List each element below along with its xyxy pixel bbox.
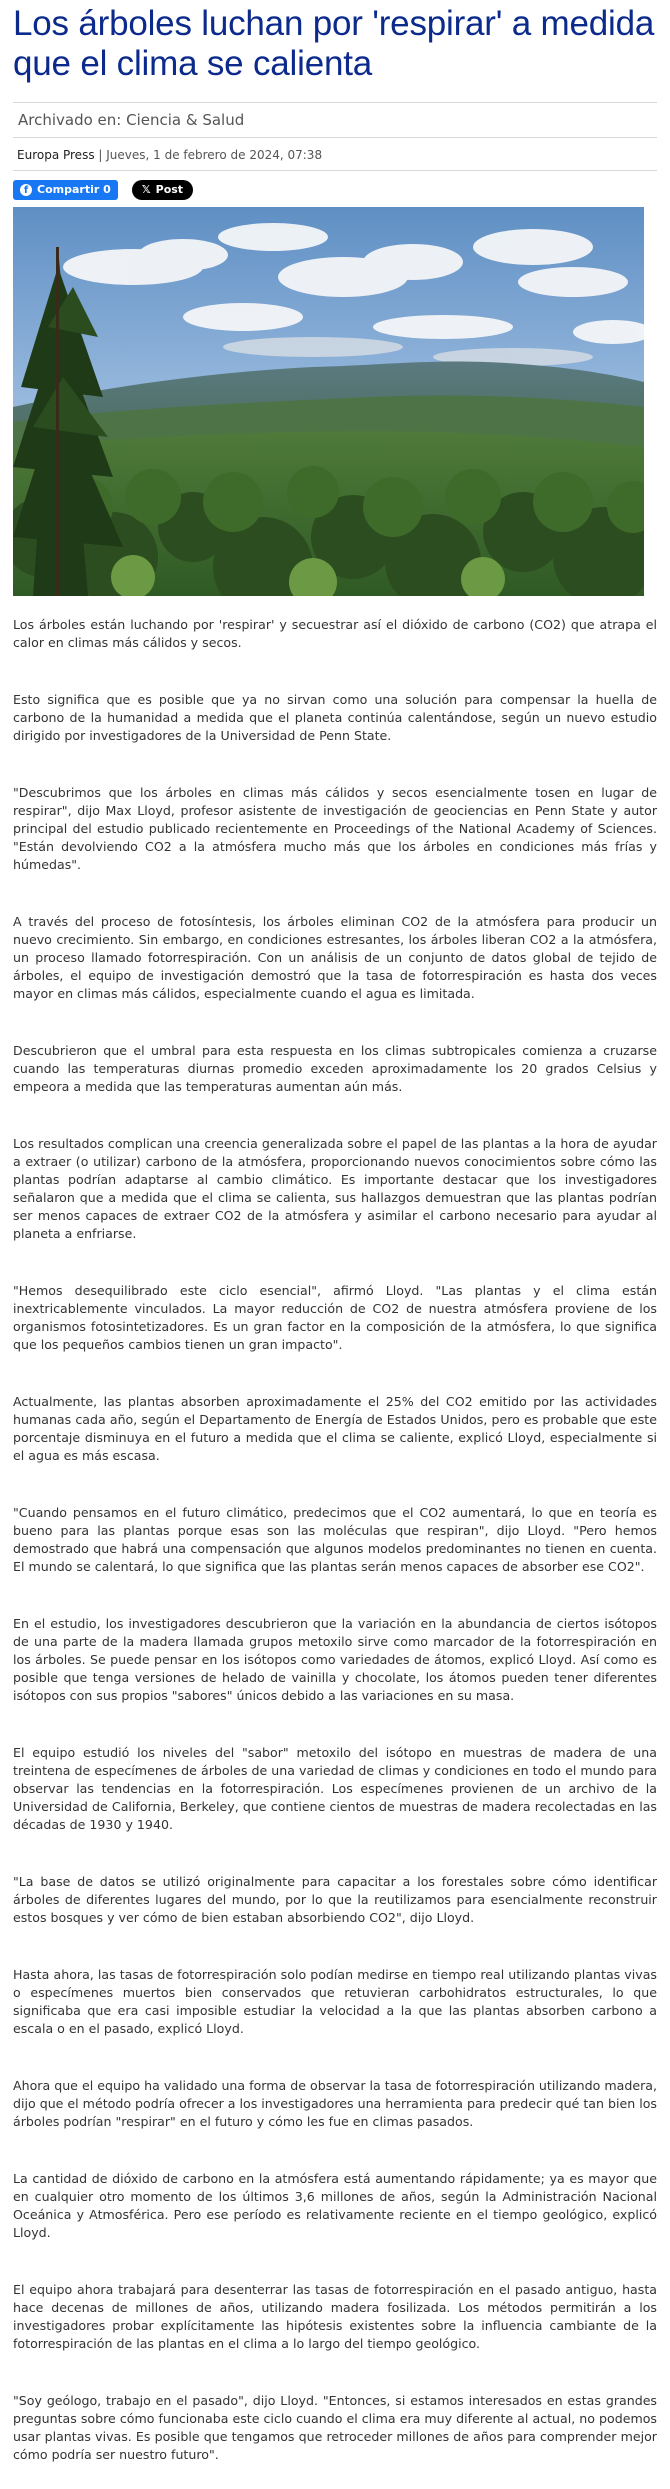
article-paragraph: La cantidad de dióxido de carbono en la atmósfera está aumentando rápidamente; ya es mayor que en cualquier otro momento de los últimos 3,6 millones de años, según la Administración Nacional Oceánica y Atmosférica. Pero ese período es relativamente reciente en el tiempo geológico, explicó Lloyd. <box>13 2171 657 2240</box>
article-paragraph: El equipo ahora trabajará para desenterrar las tasas de fotorrespiración en el pasado antiguo, hasta hace decenas de millones de años, utilizando madera fosilizada. Los métodos permitirán a los investigadores probar explícitamente las hipótesis existentes sobre la influencia cambiante de la fotorrespiración de las plantas en el clima a lo largo del tiempo geológico. <box>13 2282 657 2351</box>
byline <box>13 142 657 171</box>
article-paragraph: Esto significa que es posible que ya no sirvan como una solución para compensar la huella de carbono de la humanidad a medida que el planeta continúa calentándose, según un nuevo estudio dirigido por investigadores de la Universidad de Penn State. <box>13 692 657 743</box>
article-paragraph: "Soy geólogo, trabajo en el pasado", dijo Lloyd. "Entonces, si estamos interesados en estas grandes preguntas sobre cómo funcionaba este ciclo cuando el clima era muy diferente al actual, no podemos usar plantas vivas. Es posible que tengamos que retroceder millones de años para comprender mejor cómo podría ser nuestro futuro". <box>13 2393 657 2462</box>
article-paragraph: Descubrieron que el umbral para esta respuesta en los climas subtropicales comienza a cruzarse cuando las temperaturas diurnas promedio exceden aproximadamente los 20 grados Celsius y empeora a medida que las temperaturas aumentan aún más. <box>13 1043 657 1094</box>
article-paragraph: En el estudio, los investigadores descubrieron que la variación en la abundancia de ciertos isótopos de una parte de la madera llamada grupos metoxilo sirve como marcador de la fotorrespiración en los árboles. Se puede pensar en los isótopos como variedades de átomos, explicó Lloyd. Así como es posible que tenga versiones de helado de vainilla y chocolate, los átomos pueden tener diferentes isótopos con sus propios "sabores" únicos debido a las variaciones en su masa. <box>13 1616 657 1703</box>
article-paragraph: "Descubrimos que los árboles en climas más cálidos y secos esencialmente tosen en lugar de respirar", dijo Max Lloyd, profesor asistente de investigación de geociencias en Penn State y autor principal del estudio publicado recientemente en Proceedings of the National Academy of Sciences. "Están devolviendo CO2 a la atmósfera mucho más que los árboles en condiciones más frías y húmedas". <box>13 785 657 872</box>
facebook-icon: f <box>20 184 32 196</box>
publish-date: Jueves, 1 de febrero de 2024, 07:38 <box>106 148 323 162</box>
archive-category[interactable]: Archivado en: Ciencia & Salud <box>13 102 657 138</box>
facebook-share-label: Compartir 0 <box>37 183 111 196</box>
share-bar <box>13 179 657 201</box>
article-paragraph: Los resultados complican una creencia generalizada sobre el papel de las plantas a la hora de ayudar a extraer (o utilizar) carbono de la atmósfera, proporcionando nuevos conocimientos sobre cómo las plantas podrían adaptarse al cambio climático. Es importante destacar que los investigadores señalaron que a medida que el clima se calienta, sus hallazgos demuestran que las plantas podrían ser menos capaces de extraer CO2 de la atmósfera y asimilar el carbono necesario para ayudar al planeta a enfriarse. <box>13 1136 657 1241</box>
article-paragraph: "Hemos desequilibrado este ciclo esencial", afirmó Lloyd. "Las plantas y el clima están inextricablemente vinculados. La mayor reducción de CO2 de nuestra atmósfera proviene de los organismos fotosintetizadores. Es un gran factor en la composición de la atmósfera, lo que significa que los pequeños cambios tienen un gran impacto". <box>13 1283 657 1352</box>
facebook-share-button[interactable] <box>13 180 118 200</box>
article-paragraph: El equipo estudió los niveles del "sabor" metoxilo del isótopo en muestras de madera de una treintena de especímenes de árboles de una variedad de climas y condiciones en todo el mundo para observar las tendencias en la fotorrespiración. Los especímenes provienen de un archivo de la Universidad de California, Berkeley, que contiene cientos de muestras de madera recolectadas en las décadas de 1930 y 1940. <box>13 1745 657 1832</box>
news-source: Europa Press <box>17 148 95 162</box>
x-post-button[interactable] <box>132 180 193 200</box>
x-post-label: Post <box>155 183 184 196</box>
article-paragraph: Hasta ahora, las tasas de fotorrespiración solo podían medirse en tiempo real utilizando plantas vivas o especímenes muertos bien conservados que retuvieran carbohidratos estructurales, lo que significaba que era casi imposible estudiar la velocidad a la que las plantas absorben carbono a escala o en el pasado, explicó Lloyd. <box>13 1967 657 2036</box>
x-logo-icon: 𝕏 <box>141 183 151 196</box>
headline: Los árboles luchan por 'respirar' a medida que el clima se calienta <box>13 4 655 83</box>
byline-separator: | <box>94 148 107 162</box>
article-paragraph: "Cuando pensamos en el futuro climático, predecimos que el CO2 aumentará, lo que en teoría es bueno para las plantas porque esas son las moléculas que respiran", dijo Lloyd. "Pero hemos demostrado que habrá una compensación que algunos modelos predominantes no tienen en cuenta. El mundo se calentará, lo que significa que las plantas serán menos capaces de absorber ese CO2". <box>13 1505 657 1574</box>
forest-landscape-photo <box>13 207 644 596</box>
article-paragraph: Los árboles están luchando por 'respirar' y secuestrar así el dióxido de carbono (CO2) que atrapa el calor en climas más cálidos y secos. <box>13 617 657 650</box>
article-body <box>13 616 657 2464</box>
article-paragraph: Ahora que el equipo ha validado una forma de observar la tasa de fotorrespiración utilizando madera, dijo que el método podría ofrecer a los investigadores una herramienta para predecir qué tan bien los árboles podrían "respirar" en el futuro y cómo les fue en climas pasados. <box>13 2078 657 2129</box>
article-paragraph: A través del proceso de fotosíntesis, los árboles eliminan CO2 de la atmósfera para producir un nuevo crecimiento. Sin embargo, en condiciones estresantes, los árboles liberan CO2 a la atmósfera, un proceso llamado fotorrespiración. Con un análisis de un conjunto de datos global de tejido de árboles, el equipo de investigación demostró que la tasa de fotorrespiración es hasta dos veces mayor en climas más cálidos, especialmente cuando el agua es limitada. <box>13 914 657 1001</box>
article-paragraph: "La base de datos se utilizó originalmente para capacitar a los forestales sobre cómo identificar árboles de diferentes lugares del mundo, por lo que la reutilizamos para esencialmente reconstruir estos bosques y ver cómo de bien estaban absorbiendo CO2", dijo Lloyd. <box>13 1874 657 1925</box>
article-paragraph: Actualmente, las plantas absorben aproximadamente el 25% del CO2 emitido por las actividades humanas cada año, según el Departamento de Energía de Estados Unidos, pero es probable que este porcentaje disminuya en el futuro a medida que el clima se caliente, explicó Lloyd, especialmente si el agua es más escasa. <box>13 1394 657 1463</box>
